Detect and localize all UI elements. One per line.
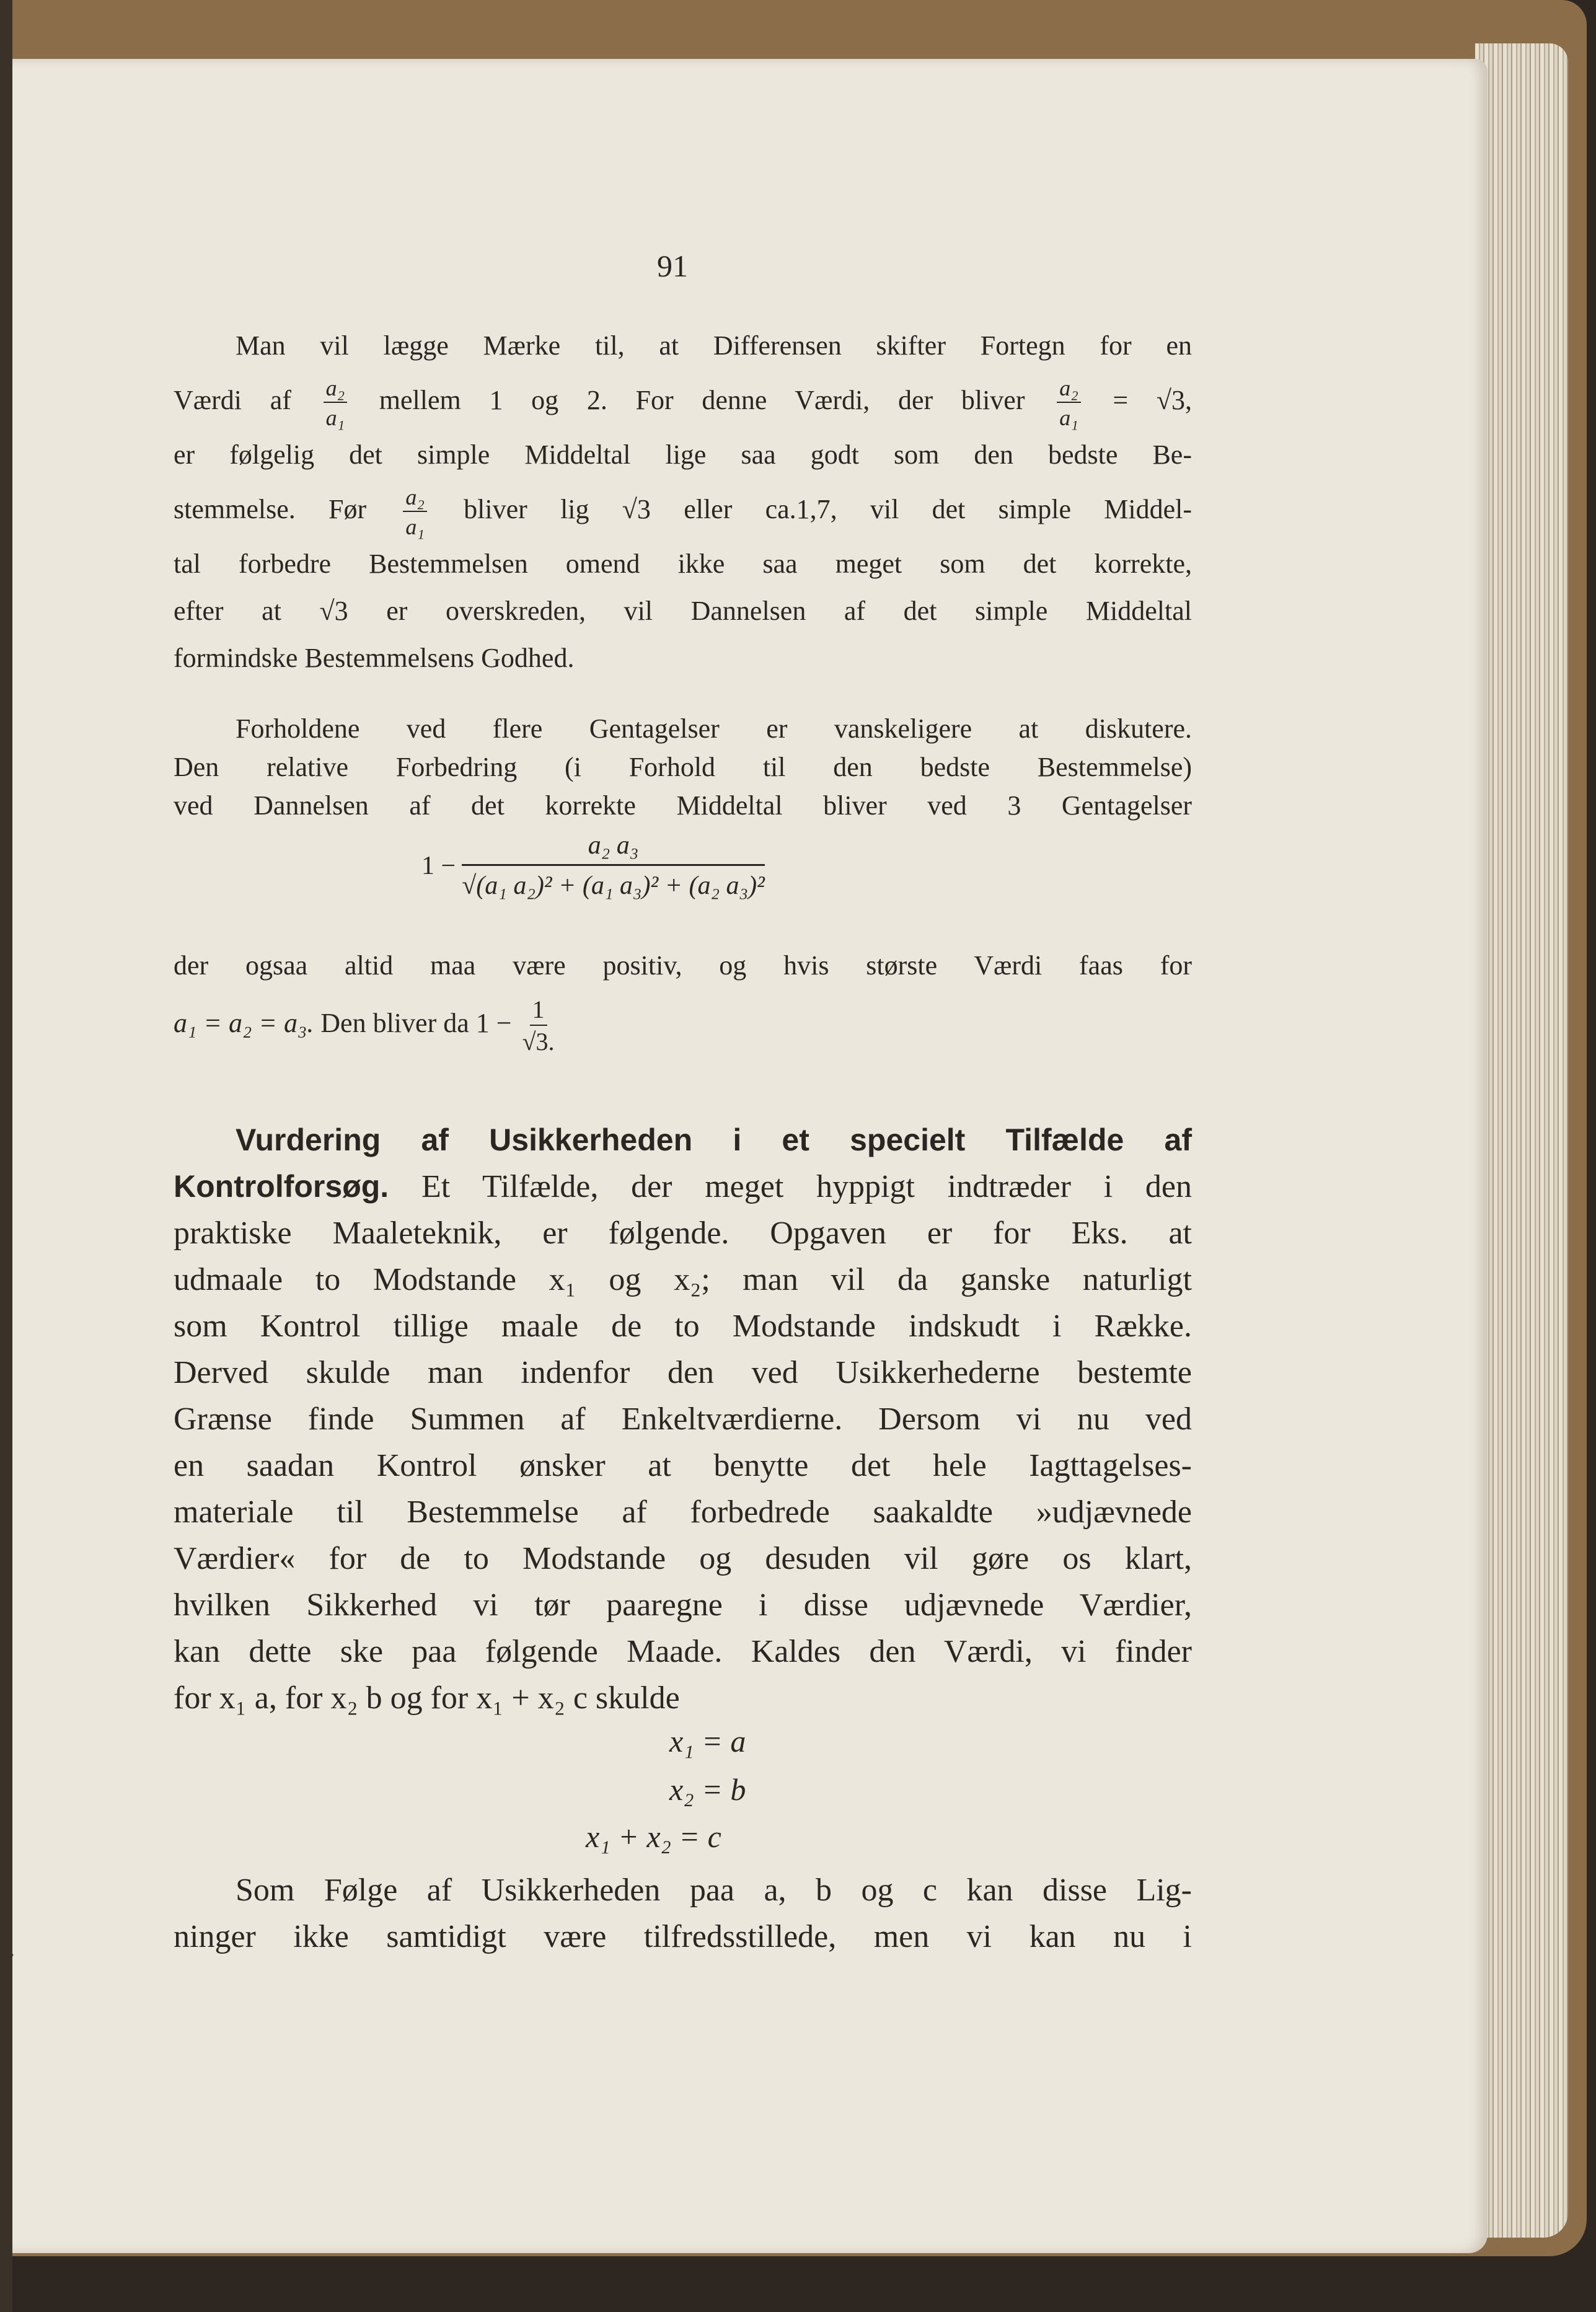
- denominator: a₁: [325, 405, 345, 430]
- text-line: udmaale to Modstande x₁ og x₂; man vil da ganske naturligt: [174, 1262, 1192, 1297]
- text-line: Man vil lægge Mærke til, at Differensen skifter Fortegn for en: [236, 330, 1192, 361]
- paragraph-1: [174, 322, 1192, 682]
- fraction: [1057, 377, 1081, 429]
- text-line: [174, 989, 1192, 1057]
- text: = √3,: [1113, 385, 1193, 415]
- paragraph-2: [174, 710, 1192, 825]
- denominator: √3.: [522, 1027, 555, 1056]
- text-line: en saadan Kontrol ønsker at benytte det hele Iagttagelses-: [174, 1448, 1192, 1483]
- numerator: 1: [530, 997, 547, 1026]
- fraction: [403, 486, 427, 538]
- text-line: for x₁ a, for x₂ b og for x₁ + x₂ c skulde: [174, 1680, 680, 1716]
- section-kontrolforsog: [174, 1117, 1192, 1721]
- text-line: Værdier« for de to Modstande og desuden vil gøre os klart,: [174, 1541, 1192, 1576]
- fraction: [522, 997, 555, 1054]
- fraction: [324, 377, 348, 429]
- section-heading: Kontrolforsøg.: [174, 1169, 389, 1204]
- text: Den bliver da 1 −: [320, 1008, 512, 1038]
- numerator: a₂ a₃: [462, 831, 765, 866]
- text-line: Derved skulde man indenfor den ved Usikkerhederne bestemte: [174, 1355, 1192, 1390]
- text-line: Forholdene ved flere Gentagelser er vanskeligere at diskutere.: [236, 713, 1192, 744]
- text-line: [174, 1163, 1192, 1210]
- equation: x₁ + x₂ = c: [586, 1819, 721, 1854]
- equation: x₁ = a: [669, 1724, 746, 1758]
- text-line: hvilken Sikkerhed vi tør paaregne i disse udjævnede Værdier,: [174, 1587, 1192, 1623]
- text-line: der ogsaa altid maa være positiv, og hvis største Værdi faas for: [174, 950, 1192, 981]
- text: mellem 1 og 2. For denne Værdi, der bliver: [379, 385, 1025, 415]
- paragraph-3: [174, 942, 1192, 1057]
- scan-frame: [0, 0, 12, 2312]
- math-text: a₁ = a₂ = a₃.: [174, 1008, 314, 1038]
- text: stemmelse. Før: [174, 494, 367, 524]
- numerator: a₂: [1057, 377, 1081, 403]
- denominator: √(a₁ a₂)² + (a₁ a₃)² + (a₂ a₃)²: [462, 871, 765, 900]
- text-line: Som Følge af Usikkerheden paa a, b og c kan disse Lig-: [236, 1873, 1192, 1908]
- text: Værdi af: [174, 385, 291, 415]
- text-line: Den relative Forbedring (i Forhold til den bedste Bestemmelse): [174, 752, 1192, 782]
- text-line: materiale til Bestemmelse af forbedrede saakaldte »udjævnede: [174, 1494, 1192, 1530]
- text-line: er følgelig det simple Middeltal lige saa godt som den bedste Be-: [174, 439, 1192, 470]
- section-heading: Vurdering af Usikkerheden i et specielt Tilfælde af: [236, 1123, 1192, 1157]
- numerator: a₂: [324, 377, 348, 403]
- text-line: efter at √3 er overskreden, vil Dannelsen af det simple Middeltal: [174, 596, 1192, 626]
- text-line: ninger ikke samtidigt være tilfredsstillede, men vi kan nu i: [174, 1919, 1192, 1954]
- denominator: a₁: [1059, 405, 1078, 430]
- text: bliver lig √3 eller ca.1,7, vil det simple Middel-: [464, 494, 1193, 524]
- text-line: tal forbedre Bestemmelsen omend ikke saa meget som det korrekte,: [174, 549, 1192, 579]
- text-line: [174, 479, 1192, 540]
- text-line: praktiske Maaleteknik, er følgende. Opgaven er for Eks. at: [174, 1216, 1192, 1251]
- text: Et Tilfælde, der meget hyppigt indtræder i den: [421, 1169, 1193, 1204]
- text-line: kan dette ske paa følgende Maade. Kaldes den Værdi, vi finder: [174, 1634, 1192, 1669]
- text-line: Grænse finde Summen af Enkeltværdierne. Dersom vi nu ved: [174, 1401, 1192, 1437]
- formula-lead: 1 −: [421, 851, 456, 880]
- fraction: [462, 831, 765, 901]
- formula-relative-improvement: [421, 831, 765, 901]
- numerator: a₂: [403, 486, 427, 512]
- text-line: ved Dannelsen af det korrekte Middeltal bliver ved 3 Gentagelser: [174, 790, 1192, 821]
- page-edges: [1475, 43, 1568, 2238]
- text-line: som Kontrol tillige maale de to Modstande indskudt i Række.: [174, 1308, 1192, 1344]
- text-line: [174, 369, 1192, 431]
- page-number: 91: [657, 249, 688, 283]
- denominator: a₁: [405, 514, 425, 539]
- text-line: formindske Bestemmelsens Godhed.: [174, 643, 575, 673]
- equation: x₂ = b: [669, 1772, 746, 1807]
- paragraph-after-equations: [174, 1867, 1192, 1960]
